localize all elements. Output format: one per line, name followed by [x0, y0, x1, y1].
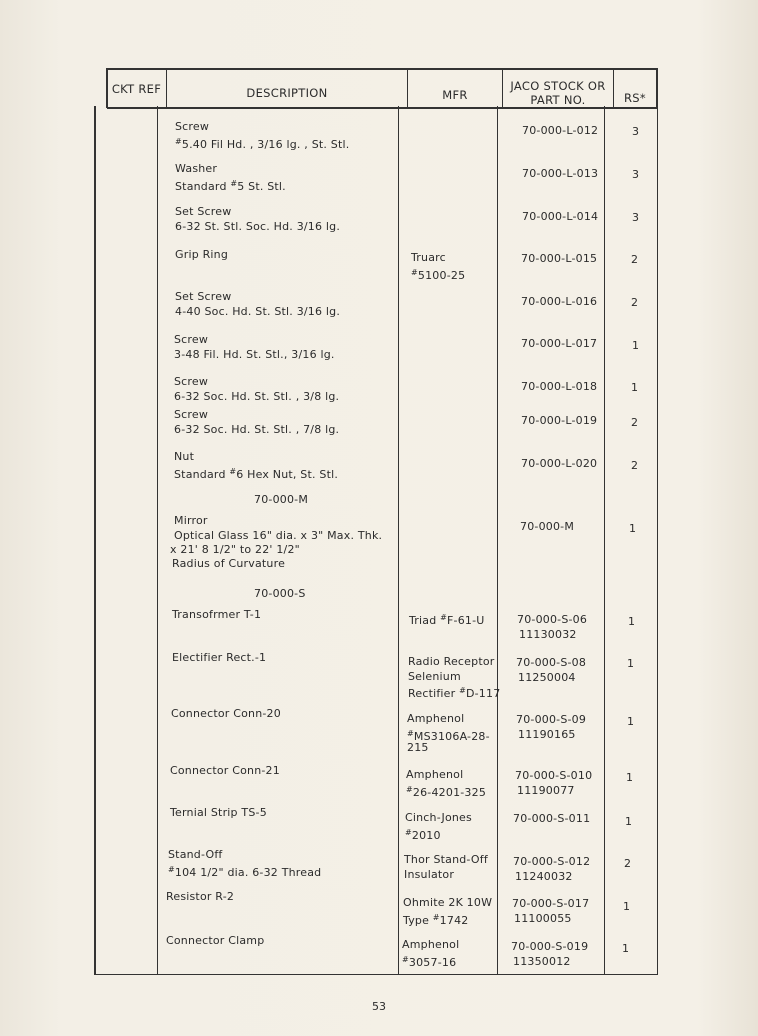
row-stock-number: 11130032 [519, 627, 577, 641]
row-stock-number: 11350012 [513, 954, 571, 968]
row-mfr-line1: Amphenol [406, 768, 464, 781]
header-description: DESCRIPTION [246, 86, 328, 100]
mirror-part-no: 70-000-M [520, 520, 575, 533]
header-rs: RS* [624, 91, 646, 105]
row-part-number: 70-000-L-018 [521, 380, 598, 393]
row-rs: 1 [627, 715, 635, 728]
row-mfr-line1: Amphenol [407, 712, 465, 725]
row-part-number: 70-000-L-015 [521, 252, 598, 265]
row-rs: 1 [627, 657, 635, 670]
table-left-border [94, 106, 96, 975]
row-description-line2: Standard #6 Hex Nut, St. Stl. [174, 466, 339, 481]
row-part-number: 70-000-L-017 [521, 337, 598, 350]
row-mfr-line1: Thor Stand-Off [404, 853, 488, 866]
row-rs: 1 [631, 381, 639, 394]
section-heading-s: 70-000-S [254, 587, 306, 600]
row-part-number: 70-000-L-012 [522, 124, 599, 137]
row-description-line1: Connector Clamp [166, 934, 265, 947]
header-mfr: MFR [442, 88, 468, 102]
mirror-desc-line2: Optical Glass 16" dia. x 3" Max. Thk. [174, 529, 383, 542]
row-description-line2: 6-32 Soc. Hd. St. Stl. , 7/8 lg. [174, 422, 340, 436]
row-description-line2: Standard #5 St. Stl. [175, 178, 286, 193]
row-part-number: 70-000-L-019 [521, 414, 598, 427]
row-part-number: 70-000-S-012 [513, 855, 591, 868]
row-rs: 1 [623, 900, 631, 913]
row-stock-number: 11190165 [518, 727, 576, 741]
row-mfr-line2: Selenium [408, 669, 461, 683]
mirror-desc-line1: Mirror [174, 514, 208, 527]
row-mfr-line2: #26-4201-325 [406, 784, 487, 799]
row-description-line1: Electifier Rect.-1 [172, 651, 267, 664]
col-divider-mfr [497, 106, 498, 975]
row-description-line1: Set Screw [175, 290, 232, 303]
row-description-line1: Transofrmer T-1 [172, 608, 262, 621]
row-rs: 1 [625, 815, 633, 828]
row-rs: 1 [626, 771, 634, 784]
row-mfr-line2: #MS3106A-28- [407, 728, 490, 743]
row-description-line1: Resistor R-2 [166, 890, 235, 903]
mirror-rs: 1 [629, 522, 637, 535]
row-mfr-line1: Ohmite 2K 10W [403, 896, 493, 909]
col-divider-ckt [157, 106, 158, 975]
table-right-border-top [656, 68, 658, 108]
row-description-line1: Ternial Strip TS-5 [170, 806, 267, 819]
row-part-number: 70-000-S-06 [517, 613, 588, 626]
row-description-line2: 6-32 Soc. Hd. St. Stl. , 3/8 lg. [174, 389, 340, 403]
row-description-line1: Nut [174, 450, 195, 463]
row-rs: 3 [632, 125, 640, 138]
row-rs: 2 [631, 459, 639, 472]
table-top-border [106, 68, 658, 70]
row-rs: 2 [624, 857, 632, 870]
row-stock-number: 11250004 [518, 670, 576, 684]
row-rs: 1 [628, 615, 636, 628]
row-description-line1: Connector Conn-20 [171, 707, 281, 720]
row-mfr-line2: #3057-16 [402, 954, 457, 969]
header-divider [107, 107, 658, 109]
row-description-line2: 3-48 Fil. Hd. St. Stl., 3/16 lg. [174, 347, 335, 361]
row-mfr-line1: Truarc [411, 251, 446, 264]
row-part-number: 70-000-L-014 [522, 210, 599, 223]
row-mfr-line1: Cinch-Jones [405, 811, 472, 824]
row-description-line2: 6-32 St. Stl. Soc. Hd. 3/16 lg. [175, 219, 341, 233]
row-description-line1: Screw [175, 120, 210, 133]
row-part-number: 70-000-S-011 [513, 812, 591, 825]
row-part-number: 70-000-S-09 [516, 713, 587, 726]
row-description-line1: Stand-Off [168, 848, 223, 861]
row-part-number: 70-000-L-020 [521, 457, 598, 470]
row-rs: 2 [631, 416, 639, 429]
row-description-line1: Washer [175, 162, 218, 175]
mirror-desc-line4: Radius of Curvature [172, 557, 286, 570]
row-stock-number: 11190077 [517, 783, 575, 797]
row-mfr-line3: 215 [407, 741, 429, 754]
row-description-line1: Screw [174, 408, 209, 421]
row-rs: 2 [631, 253, 639, 266]
row-description-line1: Screw [174, 375, 209, 388]
row-description-line2: 4-40 Soc. Hd. St. Stl. 3/16 lg. [175, 304, 341, 318]
row-description-line1: Set Screw [175, 205, 232, 218]
header-part-no-line1: JACO STOCK OR [510, 79, 606, 93]
row-description-line1: Screw [174, 333, 209, 346]
row-description-line2: #104 1/2" dia. 6-32 Thread [168, 864, 322, 879]
row-part-number: 70-000-S-010 [515, 769, 593, 782]
mirror-desc-line3: x 21' 8 1/2" to 22' 1/2" [170, 543, 300, 556]
row-part-number: 70-000-S-08 [516, 656, 587, 669]
header-ckt-ref: CKT REF [111, 82, 162, 96]
row-mfr-line2: Insulator [404, 867, 455, 881]
col-divider-part [604, 106, 605, 975]
row-part-number: 70-000-S-017 [512, 897, 590, 910]
row-rs: 1 [622, 942, 630, 955]
row-stock-number: 11100055 [514, 911, 572, 925]
row-rs: 2 [631, 296, 639, 309]
row-mfr-line3: Rectifier #D-117 [408, 686, 501, 700]
row-rs: 3 [632, 168, 640, 181]
row-stock-number: 11240032 [515, 869, 573, 883]
row-description-line1: Connector Conn-21 [170, 764, 280, 777]
row-part-number: 70-000-L-013 [522, 167, 599, 180]
row-mfr-line1: Triad #F-61-U [409, 613, 485, 627]
row-description-line1: Grip Ring [175, 248, 229, 261]
row-rs: 3 [632, 211, 640, 224]
row-mfr-line2: #5100-25 [411, 267, 466, 282]
row-description-line2: #5.40 Fil Hd. , 3/16 lg. , St. Stl. [175, 136, 350, 151]
row-part-number: 70-000-S-019 [511, 940, 589, 953]
row-part-number: 70-000-L-016 [521, 295, 598, 308]
page-number: 53 [372, 1000, 386, 1013]
row-mfr-line2: #2010 [405, 827, 441, 842]
row-rs: 1 [632, 339, 640, 352]
section-heading-m: 70-000-M [254, 493, 309, 506]
row-mfr-line2: Type #1742 [403, 912, 469, 927]
col-divider-desc [398, 106, 399, 975]
header-part-no-line2: PART NO. [530, 93, 586, 107]
row-mfr-line1: Radio Receptor [408, 655, 495, 668]
row-mfr-line1: Amphenol [402, 938, 460, 951]
